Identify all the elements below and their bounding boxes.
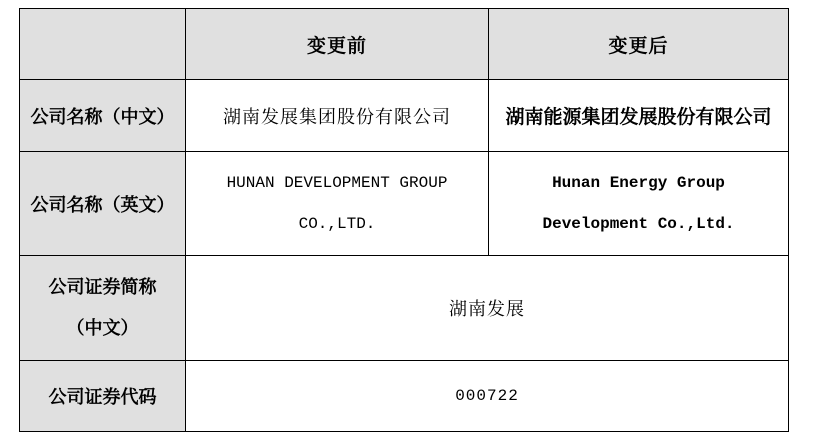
value-before-company-name-en-line2: CO.,LTD.	[298, 214, 376, 233]
value-before-company-name-cn: 湖南发展集团股份有限公司	[186, 80, 489, 152]
value-before-company-name-en	[186, 152, 489, 256]
value-after-company-name-cn: 湖南能源集团发展股份有限公司	[489, 80, 789, 152]
row-company-name-cn	[20, 80, 789, 152]
value-before-company-name-en-line1: HUNAN DEVELOPMENT GROUP	[226, 173, 448, 192]
header-cell-before: 变更前	[186, 9, 489, 80]
label-stock-code: 公司证券代码	[20, 361, 186, 432]
label-company-name-en: 公司名称（英文）	[20, 152, 186, 256]
label-stock-abbreviation	[20, 256, 186, 361]
label-stock-abbreviation-line2: （中文）	[66, 318, 139, 338]
value-after-company-name-en-line2: Development Co.,Ltd.	[542, 214, 735, 233]
header-cell-blank	[20, 9, 186, 80]
value-stock-abbreviation: 湖南发展	[186, 256, 789, 361]
header-cell-after: 变更后	[489, 9, 789, 80]
value-after-company-name-en	[489, 152, 789, 256]
company-change-table	[19, 8, 789, 432]
value-after-company-name-en-line1: Hunan Energy Group	[552, 173, 725, 192]
row-stock-abbreviation	[20, 256, 789, 361]
row-stock-code	[20, 361, 789, 432]
value-stock-code: 000722	[186, 361, 789, 432]
row-company-name-en	[20, 152, 789, 256]
label-company-name-cn: 公司名称（中文）	[20, 80, 186, 152]
header-row	[20, 9, 789, 80]
label-stock-abbreviation-line1: 公司证券简称	[48, 277, 157, 297]
